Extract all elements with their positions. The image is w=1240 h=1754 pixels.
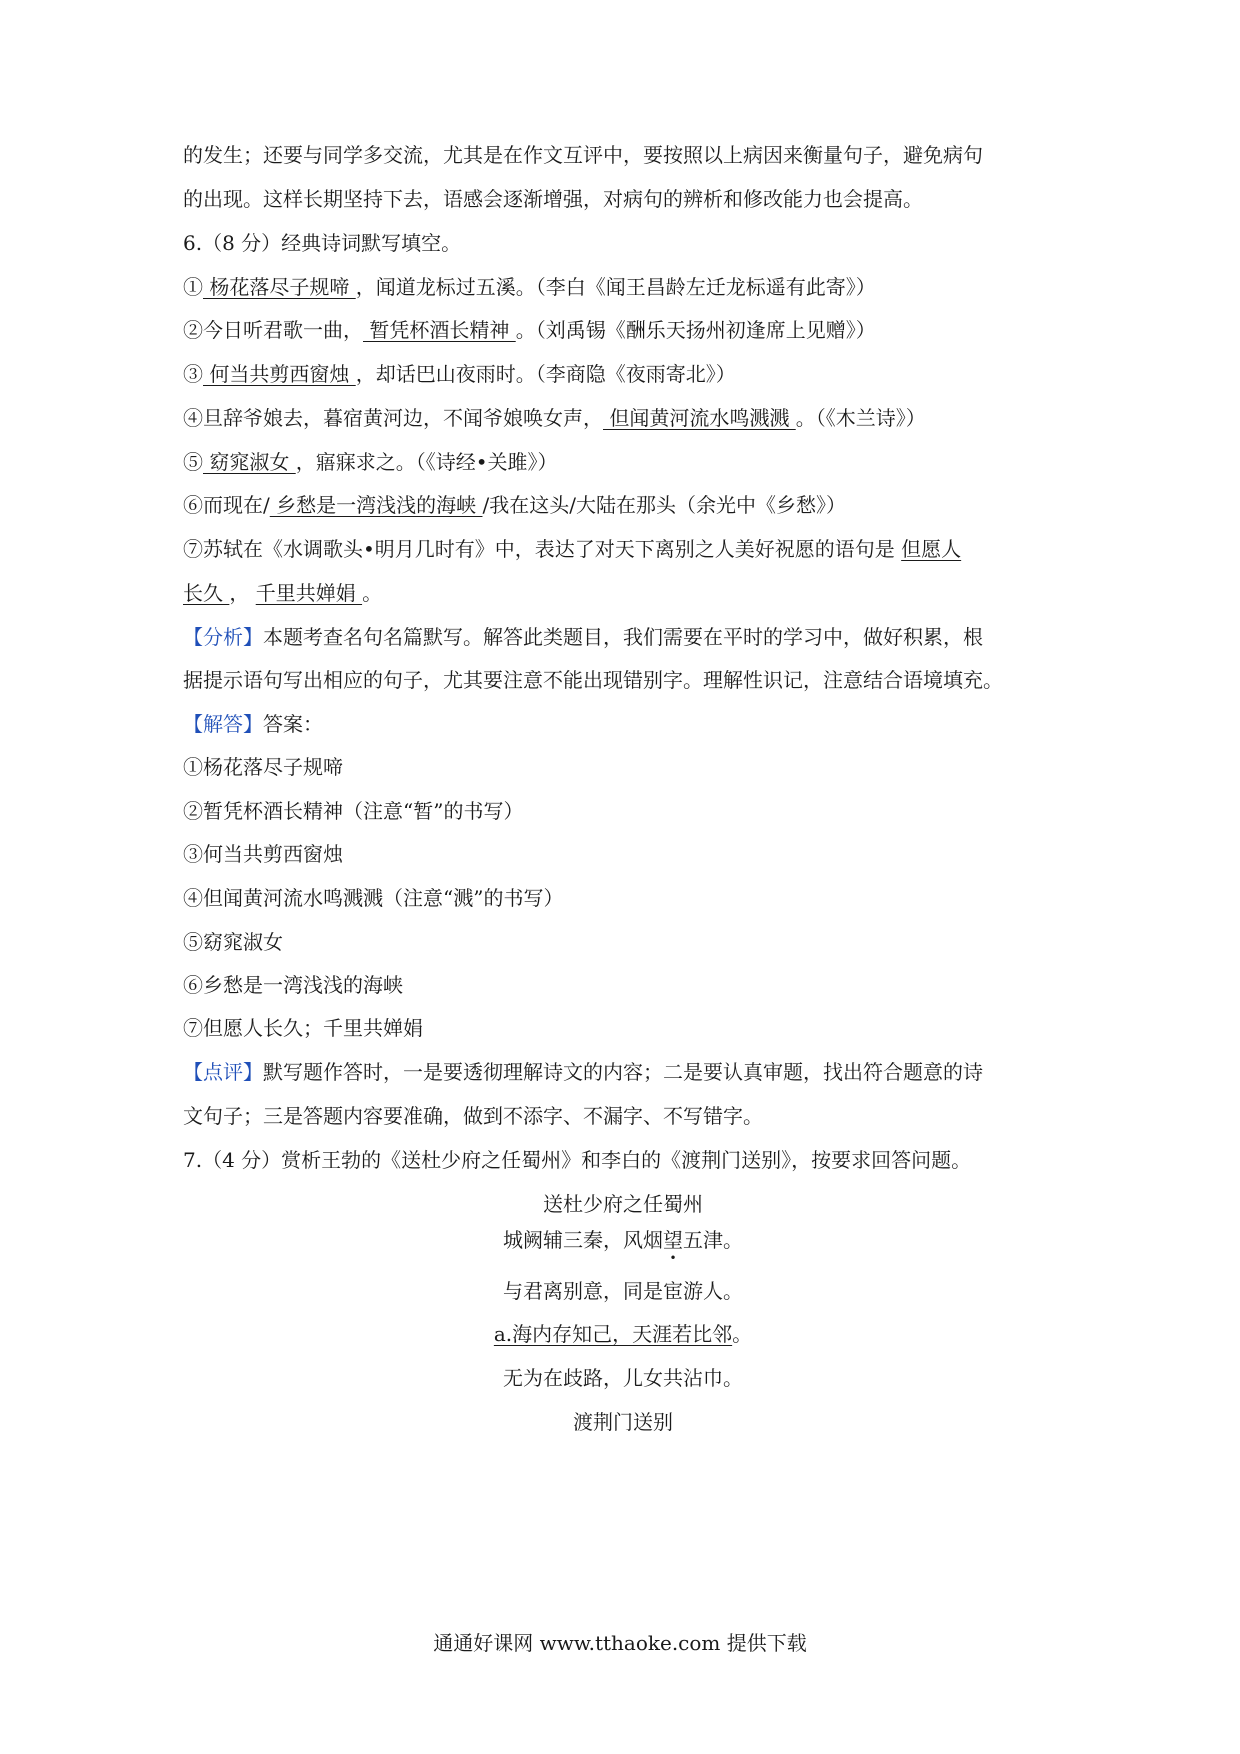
- item-prefix: ④旦辞爷娘去，暮宿黄河边，不闻爷娘唤女声，: [183, 406, 603, 430]
- comment-line-2: 文句子；三是答题内容要准确，做到不添字、不漏字、不写错字。: [183, 1104, 763, 1128]
- answer-blank: 但愿人: [901, 537, 962, 561]
- item-prefix: ⑦苏轼在《水调歌头•明月几时有》中，表达了对天下离别之人美好祝愿的语句是: [183, 537, 902, 561]
- comment-text: 默写题作答时，一是要透彻理解诗文的内容；二是要认真审题，找出符合题意的诗: [263, 1060, 983, 1084]
- answer-blank: 何当共剪西窗烛: [203, 362, 356, 386]
- item-suffix: ，却话巴山夜雨时。（李商隐《夜雨寄北》）: [355, 362, 736, 386]
- answer-item-4: ④但闻黄河流水鸣溅溅（注意“溅”的书写）: [183, 886, 564, 910]
- answer-tag: 【解答】: [183, 712, 263, 736]
- q6-item-2: [183, 316, 1063, 344]
- answer-heading: [183, 710, 1063, 738]
- answer-item-3: ③何当共剪西窗烛: [183, 842, 343, 866]
- analysis-line-2: 据提示语句写出相应的句子，尤其要注意不能出现错别字。理解性识记，注意结合语境填充。: [183, 668, 1003, 692]
- answer-item-7: ⑦但愿人长久；千里共婵娟: [183, 1016, 423, 1040]
- comment-tag: 【点评】: [183, 1060, 263, 1084]
- answer-blank: 长久: [183, 581, 230, 605]
- item-prefix: ⑤: [183, 450, 203, 474]
- item-suffix: ，闻道龙标过五溪。（李白《闻王昌龄左迁龙标遥有此寄》）: [355, 275, 876, 299]
- q6-item-6: [183, 491, 1063, 519]
- answer-blank: 杨花落尽子规啼: [203, 275, 356, 299]
- emphasis-character: 望: [663, 1228, 683, 1252]
- comment-line-1: [183, 1058, 1063, 1086]
- item-prefix: ⑥而现在/: [183, 493, 270, 517]
- item-prefix: ①: [183, 275, 203, 299]
- poem-1-line-4: 无为在歧路，儿女共沾巾。: [503, 1366, 743, 1390]
- item-prefix: ②今日听君歌一曲，: [183, 318, 363, 342]
- question-6-title: 6.（8 分）经典诗词默写填空。: [183, 231, 462, 255]
- answer-blank: 乡愁是一湾浅浅的海峡: [269, 493, 483, 517]
- answer-blank: 但闻黄河流水鸣溅溅: [603, 406, 796, 430]
- answer-blank: 窈窕淑女: [203, 450, 296, 474]
- answer-label: 答案：: [263, 712, 323, 736]
- answer-blank: 暂凭杯酒长精神: [363, 318, 516, 342]
- poem-punctuation: 。: [732, 1322, 753, 1346]
- question-7-title: 7.（4 分）赏析王勃的《送杜少府之任蜀州》和李白的《渡荆门送别》，按要求回答问题。: [183, 1148, 972, 1172]
- poem-text: 城阙辅三秦，风烟: [503, 1228, 663, 1252]
- analysis-line-1: [183, 623, 1063, 651]
- q6-item-5: [183, 448, 1063, 476]
- analysis-text: 本题考查名句名篇默写。解答此类题目，我们需要在平时的学习中，做好积累，根: [263, 625, 983, 649]
- page-footer: 通通好课网 www.tthaoke.com 提供下载: [433, 1631, 807, 1655]
- intro-line-2: 的出现。这样长期坚持下去，语感会逐渐增强，对病句的辨析和修改能力也会提高。: [183, 187, 923, 211]
- analysis-tag: 【分析】: [183, 625, 263, 649]
- poem-2-title: 渡荆门送别: [573, 1410, 673, 1434]
- answer-item-2: ②暂凭杯酒长精神（注意“暂”的书写）: [183, 799, 524, 823]
- q6-item-3: [183, 360, 1063, 388]
- poem-1-line-2: 与君离别意，同是宦游人。: [503, 1279, 743, 1303]
- poem-1-line-3: [183, 1320, 1063, 1348]
- q6-item-1: [183, 273, 1063, 301]
- answer-item-5: ⑤窈窕淑女: [183, 930, 283, 954]
- q6-item-7-line-1: [183, 535, 1063, 563]
- poem-1-title: 送杜少府之任蜀州: [543, 1192, 703, 1216]
- item-suffix: 。（《木兰诗》）: [795, 406, 926, 430]
- intro-line-1: 的发生；还要与同学多交流，尤其是在作文互评中，要按照以上病因来衡量句子，避免病句: [183, 143, 983, 167]
- item-separator: ，: [229, 581, 256, 605]
- item-suffix: /我在这头/大陆在那头（余光中《乡愁》）: [482, 493, 846, 517]
- poem-1-line-1: [183, 1226, 1063, 1254]
- underlined-verse: a.海内存知己，天涯若比邻: [493, 1322, 733, 1346]
- answer-item-1: ①杨花落尽子规啼: [183, 755, 343, 779]
- answer-blank: 千里共婵娟: [255, 581, 363, 605]
- poem-text: 五津。: [683, 1228, 743, 1252]
- item-prefix: ③: [183, 362, 203, 386]
- answer-item-6: ⑥乡愁是一湾浅浅的海峡: [183, 973, 403, 997]
- item-suffix: ，寤寐求之。（《诗经•关雎》）: [295, 450, 558, 474]
- q6-item-7-line-2: [183, 579, 1063, 607]
- item-suffix: 。（刘禹锡《酬乐天扬州初逢席上见赠》）: [515, 318, 876, 342]
- q6-item-4: [183, 404, 1063, 432]
- item-suffix: 。: [362, 581, 383, 605]
